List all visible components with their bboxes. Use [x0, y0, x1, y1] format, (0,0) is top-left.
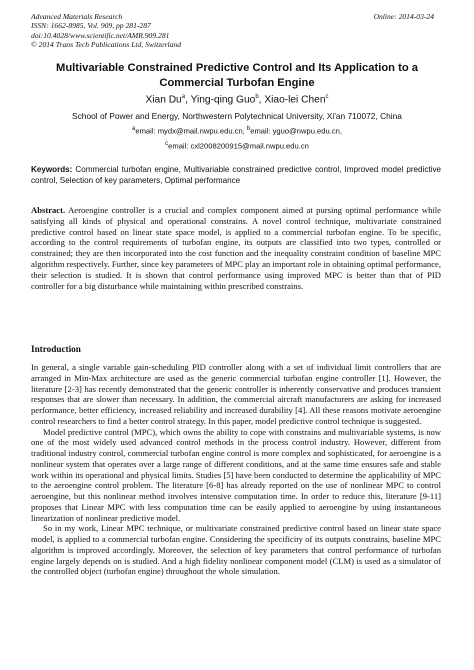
email-sup: b [246, 126, 251, 132]
abstract-label: Abstract. [31, 205, 66, 215]
author-name: Ying-qing Guo [190, 94, 256, 106]
paragraph: In general, a single variable gain-scheduling PID controller along with a set of individual limit controllers that are arranged in Min-Max architecture are used as the generic commercial turbofan engine controller [1]. However, the literature [2-3] has recently demonstrated that the generic controller is inherently conservative and produces transient responses that are slower than necessary. In addition, the commercial aircraft manufacturers are asking for increased performance, better efficiency, increased reliability and increased durability [4]. All these reasons motivate aeroengine control researchers to find a better control strategy. In this paper, model predictive control technique is suggested. [31, 362, 441, 426]
title-line-1: Multivariable Constrained Predictive Control and Its Application to a [56, 62, 418, 74]
introduction-body [31, 362, 441, 577]
abstract-text: Aeroengine controller is a crucial and complex component aimed at pursing optimal performance while satisfying all kinds of physical and operational constrains. A novel control technique, multivariate constrained predictive control based on linear state space model, is applied to a commercial turbofan engine. To be specific, according to the control requirements of turbofan engine, its outputs are classified into two types, controlled or constrained; they are then incorporated into the cost function and the inequality constraint condition of baseline MPC algorithm respectively. Further, since key parameters of MPC play an important role in obtaining optimal performance, their selection is studied. It is shown that control performance using improved MPC is better than that of PID controller for a big disturbance while maintaining within prescribed constrains. [31, 205, 441, 291]
paragraph: Model predictive control (MPC), which owns the ability to cope with constrains and multivariable systems, is now one of the most widely used advanced control methods in the process control industry. However, different from traditional industry control, commercial turbofan engine control is more complex and sophisticated, for aeroengine is a nonlinear system that operates over a large range of different conditions, and at the same time ensures safe and stable work within its operational and physical limits. Studies [5] have been conducted to determine the applicability of MPC to the aeroengine control problem. The literature [6-8] has already reported on the use of nonlinear MPC to control aeroengine, but this nonlinear method involves intensive computation time. In order to reduce this, literature [9-11] proposes that Linear MPC with less computation time can be easily applied to aeroengine by using instantaneous linearization of nonlinear predictive model. [31, 426, 441, 523]
email-line-2 [40, 141, 434, 151]
keywords-label: Keywords: [31, 165, 73, 174]
journal-issn: ISSN: 1662-8985, Vol. 909, pp 281-287 [31, 21, 151, 31]
author-name: Xiao-lei Chen [264, 94, 326, 106]
keywords-text: Commercial turbofan engine, Multivariable constrained predictive control, Improved model predictive control, Selection of key parameters, Optimal performance [31, 165, 441, 185]
email-text: email: cxl2008200915@mail.nwpu.edu.cn [168, 141, 309, 151]
affiliation: School of Power and Energy, Northwestern Polytechnical University, Xi'an 710072, China [72, 111, 402, 121]
paper-title [40, 61, 434, 90]
keywords [31, 165, 441, 186]
journal-copyright: © 2014 Trans Tech Publications Ltd, Switzerland [31, 40, 181, 50]
section-heading-introduction: Introduction [31, 344, 81, 354]
email-text: email: yguo@nwpu.edu.cn, [250, 126, 342, 136]
email-line-1 [40, 126, 434, 136]
author-sup: a [181, 94, 186, 100]
author-list: Xian Du$^a$, Ying-qing Guo$^b$, Xiao-lei Chen$^c$ [145, 94, 329, 106]
paragraph: So in my work, Linear MPC technique, or multivariate constrained predictive control based on linear state space model, is applied to a commercial turbofan engine. Considering the specificity of its outputs constrains, baseline MPC algorithm is improved accordingly. Moreover, the selection of key parameters that control performance of turbofan engine largely depends on is studied. And a high fidelity nonlinear component model (CLM) is used as a simulator of the controlled object (turbofan engine) throughout the whole simulation. [31, 523, 441, 577]
email-sup: a [132, 126, 136, 132]
email-text: email: mydx@mail.nwpu.edu.cn, [135, 126, 247, 136]
author-name: Xian Du [145, 94, 182, 106]
email-sup: c [165, 141, 169, 147]
title-line-2: Commercial Turbofan Engine [159, 76, 315, 89]
journal-doi: doi:10.4028/www.scientific.net/AMR.909.281 [31, 30, 170, 40]
online-date: Online: 2014-03-24 [373, 12, 434, 21]
abstract [31, 205, 441, 291]
author-sup: b [255, 94, 259, 100]
journal-name: Advanced Materials Research [31, 12, 123, 21]
journal-header [31, 12, 181, 50]
author-sup: c [325, 94, 329, 100]
